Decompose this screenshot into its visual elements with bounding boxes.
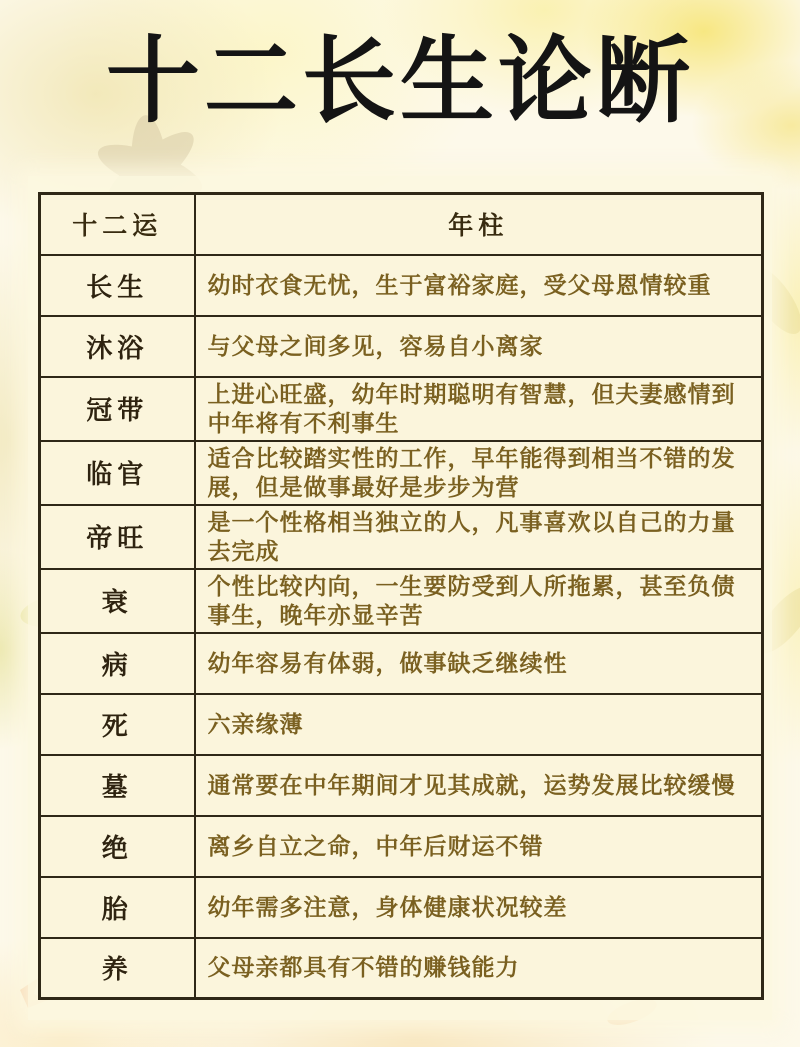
stage-cell: 临官 (40, 441, 195, 505)
desc-cell: 六亲缘薄 (195, 694, 763, 755)
table-row (40, 255, 763, 316)
table-row (40, 505, 763, 569)
table-row (40, 569, 763, 633)
table-row (40, 633, 763, 694)
header-cell-twelve-stages: 十二运 (40, 194, 195, 255)
table-header-row (40, 194, 763, 255)
table-row (40, 694, 763, 755)
page-title: 十二长生论断 (105, 28, 694, 133)
table-row (40, 441, 763, 505)
desc-cell: 幼时衣食无忧，生于富裕家庭，受父母恩情较重 (195, 255, 763, 316)
stage-cell: 墓 (40, 755, 195, 816)
desc-cell: 离乡自立之命，中年后财运不错 (195, 816, 763, 877)
stage-cell: 冠带 (40, 377, 195, 441)
stage-cell: 沐浴 (40, 316, 195, 377)
stage-cell: 养 (40, 938, 195, 999)
desc-cell: 个性比较内向，一生要防受到人所拖累，甚至负债事生，晚年亦显辛苦 (195, 569, 763, 633)
table-row (40, 316, 763, 377)
stage-cell: 绝 (40, 816, 195, 877)
table-row (40, 938, 763, 999)
table-row (40, 816, 763, 877)
header-cell-year-pillar: 年柱 (195, 194, 763, 255)
stage-cell: 长生 (40, 255, 195, 316)
desc-cell: 是一个性格相当独立的人，凡事喜欢以自己的力量去完成 (195, 505, 763, 569)
stage-cell: 帝旺 (40, 505, 195, 569)
table-row (40, 377, 763, 441)
table-row (40, 877, 763, 938)
stage-cell: 病 (40, 633, 195, 694)
stage-cell: 衰 (40, 569, 195, 633)
desc-cell: 通常要在中年期间才见其成就，运势发展比较缓慢 (195, 755, 763, 816)
desc-cell: 幼年需多注意，身体健康状况较差 (195, 877, 763, 938)
fortune-table-wrap (38, 192, 764, 1000)
desc-cell: 与父母之间多见，容易自小离家 (195, 316, 763, 377)
stage-cell: 死 (40, 694, 195, 755)
desc-cell: 幼年容易有体弱，做事缺乏继续性 (195, 633, 763, 694)
desc-cell: 父母亲都具有不错的赚钱能力 (195, 938, 763, 999)
table-row (40, 755, 763, 816)
desc-cell: 上进心旺盛，幼年时期聪明有智慧，但夫妻感情到中年将有不利事生 (195, 377, 763, 441)
desc-cell: 适合比较踏实性的工作，早年能得到相当不错的发展，但是做事最好是步步为营 (195, 441, 763, 505)
fortune-table (38, 192, 764, 1000)
stage-cell: 胎 (40, 877, 195, 938)
